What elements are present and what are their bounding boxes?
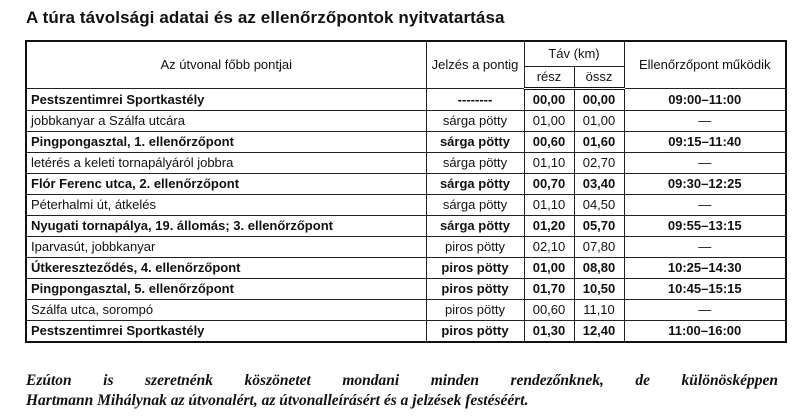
route-point-cell: Pingpongasztal, 5. ellenőrzőpont bbox=[26, 279, 426, 300]
distance-total-cell: 04,50 bbox=[574, 195, 624, 216]
table-row bbox=[26, 195, 786, 216]
table-row bbox=[26, 321, 786, 343]
marking-cell: piros pötty bbox=[426, 237, 524, 258]
checkpoint-hours-cell: — bbox=[624, 153, 786, 174]
distance-total-cell: 01,00 bbox=[574, 111, 624, 132]
route-point-cell: Pestszentimrei Sportkastély bbox=[26, 89, 426, 111]
checkpoint-hours-cell: 09:00–11:00 bbox=[624, 89, 786, 111]
distance-total-cell: 01,60 bbox=[574, 132, 624, 153]
header-total: össz bbox=[574, 67, 624, 89]
header-checkpoint: Ellenőrzőpont működik bbox=[624, 41, 786, 89]
distance-total-cell: 10,50 bbox=[574, 279, 624, 300]
page-title: A túra távolsági adatai és az ellenőrzőpontok nyitvatartása bbox=[26, 8, 505, 27]
distance-part-cell: 01,00 bbox=[524, 258, 574, 279]
marking-cell: piros pötty bbox=[426, 321, 524, 343]
marking-cell: piros pötty bbox=[426, 279, 524, 300]
distance-total-cell: 08,80 bbox=[574, 258, 624, 279]
route-point-cell: Nyugati tornapálya, 19. állomás; 3. ellenőrzőpont bbox=[26, 216, 426, 237]
route-point-cell: Pestszentimrei Sportkastély bbox=[26, 321, 426, 343]
distance-part-cell: 00,60 bbox=[524, 132, 574, 153]
marking-cell: piros pötty bbox=[426, 258, 524, 279]
distance-part-cell: 01,30 bbox=[524, 321, 574, 343]
table-row bbox=[26, 279, 786, 300]
distance-total-cell: 07,80 bbox=[574, 237, 624, 258]
distance-part-cell: 02,10 bbox=[524, 237, 574, 258]
checkpoint-hours-cell: 11:00–16:00 bbox=[624, 321, 786, 343]
checkpoint-hours-cell: 09:30–12:25 bbox=[624, 174, 786, 195]
table-row bbox=[26, 132, 786, 153]
route-point-cell: Iparvasút, jobbkanyar bbox=[26, 237, 426, 258]
acknowledgement-note bbox=[26, 371, 778, 411]
checkpoint-hours-cell: — bbox=[624, 195, 786, 216]
route-point-cell: jobbkanyar a Szálfa utcára bbox=[26, 111, 426, 132]
distance-part-cell: 00,00 bbox=[524, 89, 574, 111]
marking-cell: sárga pötty bbox=[426, 174, 524, 195]
header-route-points: Az útvonal főbb pontjai bbox=[26, 41, 426, 89]
distance-part-cell: 01,10 bbox=[524, 153, 574, 174]
distance-part-cell: 01,20 bbox=[524, 216, 574, 237]
distance-total-cell: 11,10 bbox=[574, 300, 624, 321]
table-row bbox=[26, 300, 786, 321]
distance-total-cell: 05,70 bbox=[574, 216, 624, 237]
table-row bbox=[26, 258, 786, 279]
distance-part-cell: 00,70 bbox=[524, 174, 574, 195]
checkpoint-hours-cell: — bbox=[624, 237, 786, 258]
table-row bbox=[26, 216, 786, 237]
table-row bbox=[26, 111, 786, 132]
route-point-cell: Szálfa utca, sorompó bbox=[26, 300, 426, 321]
distance-part-cell: 01,00 bbox=[524, 111, 574, 132]
header-part: rész bbox=[524, 67, 574, 89]
checkpoint-hours-cell: 10:25–14:30 bbox=[624, 258, 786, 279]
distance-part-cell: 01,10 bbox=[524, 195, 574, 216]
table-row bbox=[26, 174, 786, 195]
distance-total-cell: 03,40 bbox=[574, 174, 624, 195]
marking-cell: -------- bbox=[426, 89, 524, 111]
route-point-cell: Flór Ferenc utca, 2. ellenőrzőpont bbox=[26, 174, 426, 195]
table-row bbox=[26, 153, 786, 174]
note-line-1: Ezúton is szeretnénk köszönetet mondani minden rendezőnknek, de különösképpen bbox=[26, 372, 778, 389]
route-table-body bbox=[26, 89, 786, 343]
distance-total-cell: 02,70 bbox=[574, 153, 624, 174]
route-point-cell: letérés a keleti tornapályáról jobbra bbox=[26, 153, 426, 174]
marking-cell: sárga pötty bbox=[426, 111, 524, 132]
distance-part-cell: 01,70 bbox=[524, 279, 574, 300]
route-point-cell: Pingpongasztal, 1. ellenőrzőpont bbox=[26, 132, 426, 153]
distance-total-cell: 00,00 bbox=[574, 89, 624, 111]
distance-part-cell: 00,60 bbox=[524, 300, 574, 321]
marking-cell: sárga pötty bbox=[426, 132, 524, 153]
table-row bbox=[26, 237, 786, 258]
header-distance: Táv (km) bbox=[524, 41, 624, 67]
checkpoint-hours-cell: — bbox=[624, 300, 786, 321]
marking-cell: piros pötty bbox=[426, 300, 524, 321]
checkpoint-hours-cell: 10:45–15:15 bbox=[624, 279, 786, 300]
checkpoint-hours-cell: 09:15–11:40 bbox=[624, 132, 786, 153]
marking-cell: sárga pötty bbox=[426, 216, 524, 237]
route-point-cell: Péterhalmi út, átkelés bbox=[26, 195, 426, 216]
note-line-2: Hartmann Mihálynak az útvonalért, az útvonalleírásért és a jelzések festéséért. bbox=[26, 392, 529, 409]
route-point-cell: Útkereszteződés, 4. ellenőrzőpont bbox=[26, 258, 426, 279]
distance-total-cell: 12,40 bbox=[574, 321, 624, 343]
marking-cell: sárga pötty bbox=[426, 195, 524, 216]
marking-cell: sárga pötty bbox=[426, 153, 524, 174]
checkpoint-hours-cell: 09:55–13:15 bbox=[624, 216, 786, 237]
table-row bbox=[26, 89, 786, 111]
route-table bbox=[25, 40, 787, 343]
checkpoint-hours-cell: — bbox=[624, 111, 786, 132]
header-marking: Jelzés a pontig bbox=[426, 41, 524, 89]
